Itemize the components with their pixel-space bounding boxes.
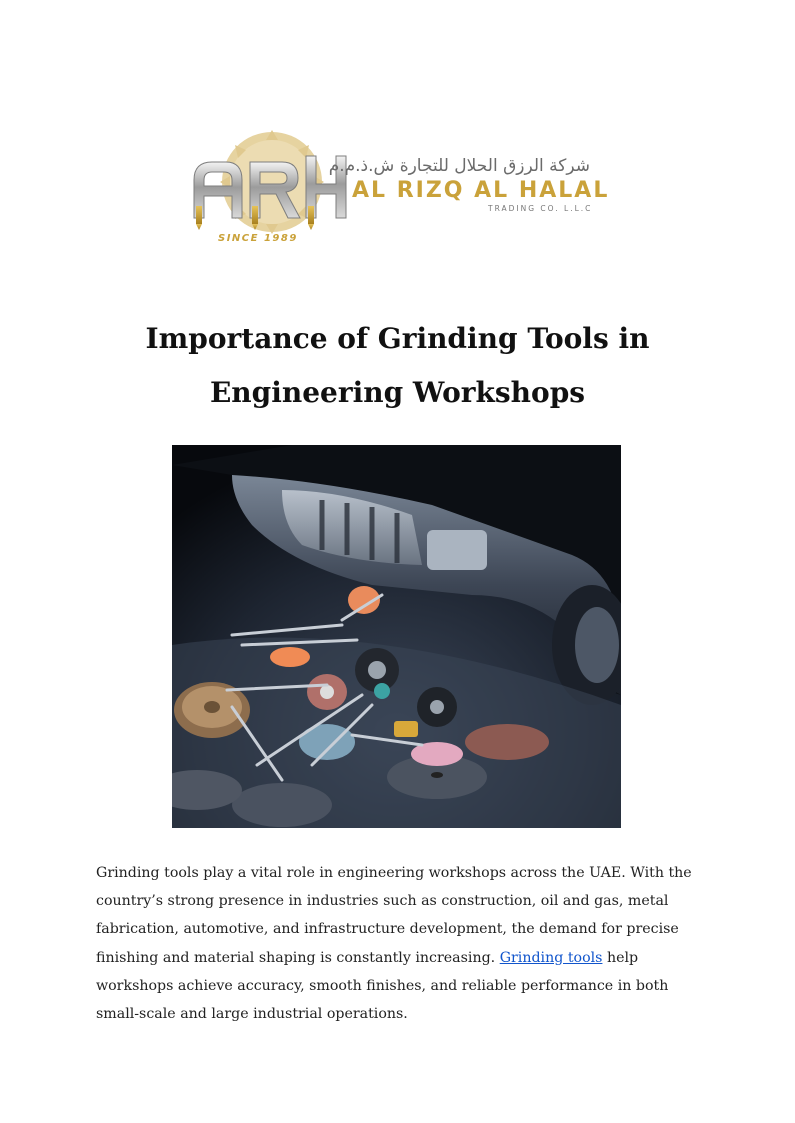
logo-since: SINCE 1989 — [218, 233, 298, 244]
grinding-tools-link[interactable]: Grinding tools — [499, 949, 603, 966]
title-line-1: Importance of Grinding Tools in — [145, 322, 650, 355]
article-paragraph — [96, 859, 700, 1028]
rotary-tool-illustration — [172, 445, 621, 828]
logo-arabic-name: شركة الرزق الحلال للتجارة ش.ذ.م.م — [328, 156, 590, 176]
hero-image — [172, 445, 621, 828]
logo-subtitle: TRADING CO. L.L.C — [488, 204, 593, 213]
title-line-2: Engineering Workshops — [209, 376, 586, 409]
page-title — [120, 312, 675, 420]
paragraph-text-after-link: help workshops achieve accuracy, smooth finishes, and reliable performance in both small-scale and large industrial operations. — [96, 949, 669, 1023]
logo-brand-name: AL RIZQ AL HALAL — [352, 178, 610, 203]
paragraph-text-before-link: Grinding tools play a vital role in engineering workshops across the UAE. With the country’s strong presence in industries such as construction, oil and gas, metal fabrication, automotive, and infrastructure development, the demand for precise finishing and material shaping is constantly increasing. — [96, 865, 692, 966]
